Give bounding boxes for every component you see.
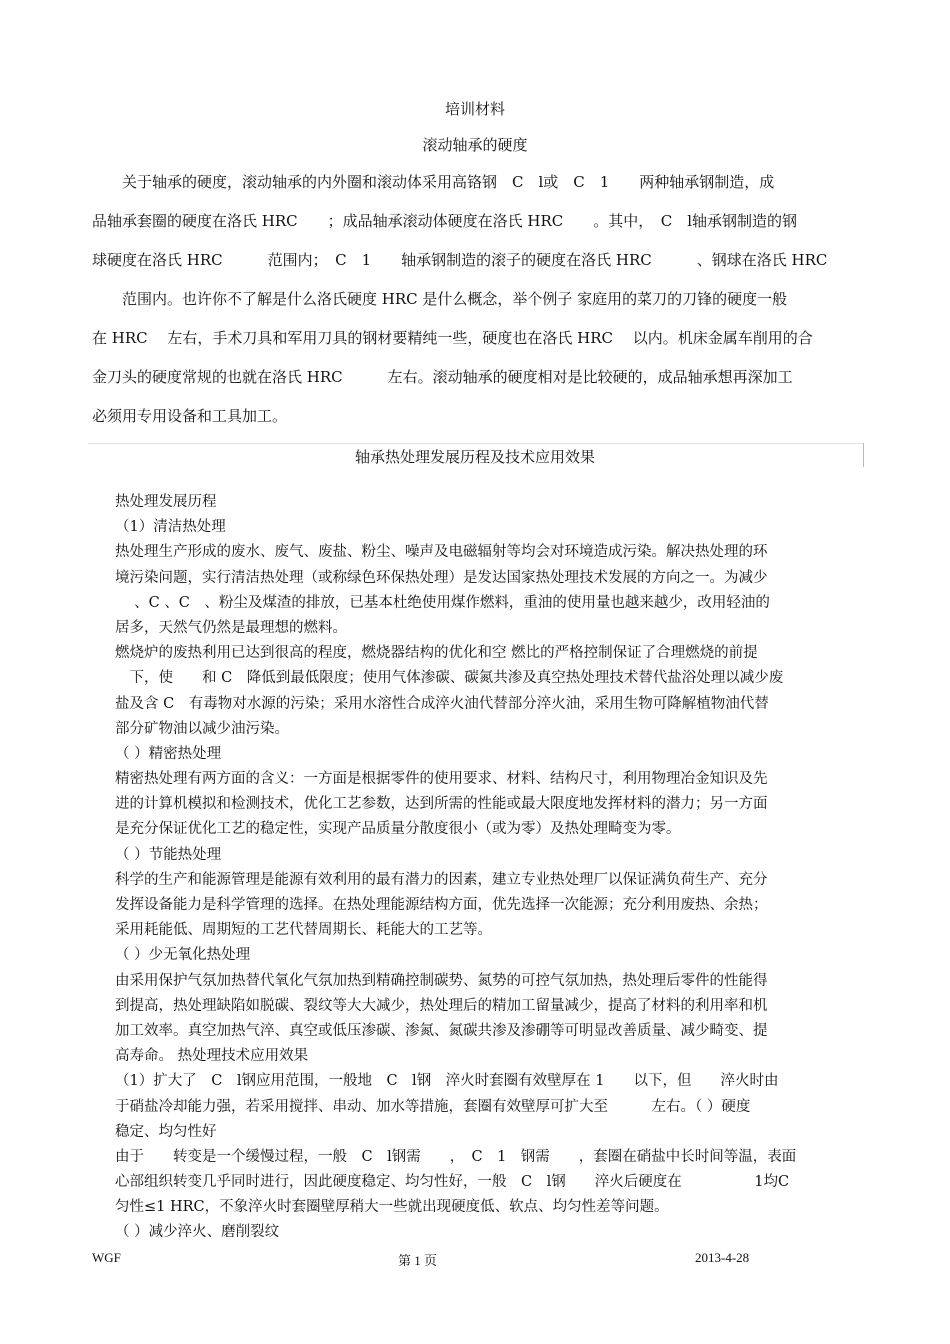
body-line: （ ）节能热处理 [115, 846, 222, 863]
intro-line: 金刀头的硬度常规的也就在洛氏 HRC 左右。滚动轴承的硬度相对是比较硬的，成品轴承想再深加工 [92, 368, 793, 386]
body-line: 心部组织转变几乎同时进行，因此硬度稳定、均匀性好，一般 C l钢 淬火后硬度在 1均C [115, 1174, 790, 1191]
body-line: （1）扩大了 C l钢应用范围，一般地 C l钢 淬火时套圈有效壁厚在 1 以下，但 淬火时由 [115, 1073, 779, 1090]
body-line: 由于 转变是一个缓慢过程，一般 C l钢需 ， C 1 钢需 ，套圈在硝盐中长时间等温，表面 [115, 1148, 797, 1165]
intro-line: 在 HRC 左右，手术刀具和军用刀具的钢材要精纯一些，硬度也在洛氏 HRC 以内。机床金属车削用的合 [92, 329, 813, 347]
body-line: 进的计算机模拟和检测技术，优化工艺参数，达到所需的性能或最大限度地发挥材料的潜力；另一方面 [115, 796, 768, 813]
intro-line: 关于轴承的硬度，滚动轴承的内外圈和滚动体采用高铬钢 C l或 C 1 两种轴承钢制造，成 [92, 173, 775, 191]
body-line: （ ）少无氧化热处理 [115, 947, 251, 964]
body-line: 采用耗能低、周期短的工艺代替周期长、耗能大的工艺等。 [115, 922, 492, 939]
body-line: 加工效率。真空加热气淬、真空或低压渗碳、渗氮、氮碳共渗及渗硼等可明显改善质量、减少畸变、提 [115, 1022, 768, 1039]
body-line: 、C 、C 、粉尘及煤渣的排放，已基本杜绝使用煤作燃料，重油的使用量也越来越少，改用轻油的 [115, 594, 770, 611]
body-line: （ ）减少淬火、磨削裂纹 [115, 1224, 280, 1241]
body-text [115, 490, 865, 1246]
body-line: 高寿命。 热处理技术应用效果 [115, 1048, 309, 1065]
footer-page-number: 第 1 页 [398, 1253, 438, 1268]
body-line: 于硝盐冷却能力强，若采用搅拌、串动、加水等措施，套圈有效壁厚可扩大至 左右。（ ）硬度 [115, 1098, 751, 1115]
body-line: 热处理生产形成的废水、废气、废盐、粉尘、噪声及电磁辐射等均会对环境造成污染。解决热处理的环 [115, 544, 768, 561]
body-line: （ ）精密热处理 [115, 745, 222, 762]
intro-line: 必须用专用设备和工具加工。 [92, 407, 288, 425]
body-line: 科学的生产和能源管理是能源有效利用的最有潜力的因素，建立专业热处理厂以保证满负荷生产、充分 [115, 871, 768, 888]
body-line: （1）清洁热处理 [115, 519, 226, 536]
body-line: 由采用保护气氛加热替代氧化气氛加热到精确控制碳势、氮势的可控气氛加热，热处理后零件的性能得 [115, 972, 768, 989]
body-line: 精密热处理有两方面的含义：一方面是根据零件的使用要求、材料、结构尺寸，利用物理冶金知识及先 [115, 771, 768, 788]
intro-line: 品轴承套圈的硬度在洛氏 HRC ；成品轴承滚动体硬度在洛氏 HRC 。其中， C l轴承钢制造的钢 [92, 212, 798, 230]
page-subtitle: 滚动轴承的硬度 [422, 136, 528, 154]
body-line: 燃烧炉的废热利用已达到很高的程度，燃烧器结构的优化和空 燃比的严格控制保证了合理燃烧的前提 [115, 645, 758, 662]
section-title: 轴承热处理发展历程及技术应用效果 [354, 448, 595, 466]
body-line: 部分矿物油以减少油污染。 [115, 720, 289, 737]
footer-date: 2013-4-28 [695, 1250, 750, 1265]
body-line: 境污染问题，实行清洁热处理（或称绿色环保热处理）是发达国家热处理技术发展的方向之一。为减少 [115, 569, 768, 586]
body-line: 热处理发展历程 [115, 494, 217, 510]
header-title: 培训材料 [444, 100, 505, 118]
footer-author: WGF [92, 1250, 121, 1265]
intro-line: 球硬度在洛氏 HRC 范围内； C 1 轴承钢制造的滚子的硬度在洛氏 HRC 、钢球在洛氏 HRC [92, 251, 828, 269]
body-line: 是充分保证优化工艺的稳定性，实现产品质量分散度很小（或为零）及热处理畸变为零。 [115, 821, 681, 838]
intro-line: 范围内。也许你不了解是什么洛氏硬度 HRC 是什么概念，举个例子 家庭用的菜刀的刀锋的硬度一般 [92, 290, 788, 308]
body-line: 盐及含 C 有毒物对水源的污染；采用水溶性合成淬火油代替部分淬火油，采用生物可降解植物油代替 [115, 695, 769, 712]
body-line: 匀性≤1 HRC，不象淬火时套圈壁厚稍大一些就出现硬度低、软点、均匀性差等问题。 [115, 1199, 669, 1216]
body-line: 发挥设备能力是科学管理的选择。在热处理能源结构方面，优先选择一次能源；充分利用废热、余热； [115, 897, 768, 913]
section-divider [88, 443, 864, 444]
body-line: 到提高，热处理缺陷如脱碳、裂纹等大大减少，热处理后的精加工留量减少，提高了材料的利用率和机 [115, 997, 768, 1014]
body-line: 居多，天然气仍然是最理想的燃料。 [115, 619, 347, 636]
intro-paragraph [92, 163, 862, 436]
body-line: 稳定、均匀性好 [115, 1123, 217, 1140]
body-line: 下，使 和 C 降低到最低限度；使用气体渗碳、碳氮共渗及真空热处理技术替代盐浴处理以减少废 [115, 670, 784, 687]
